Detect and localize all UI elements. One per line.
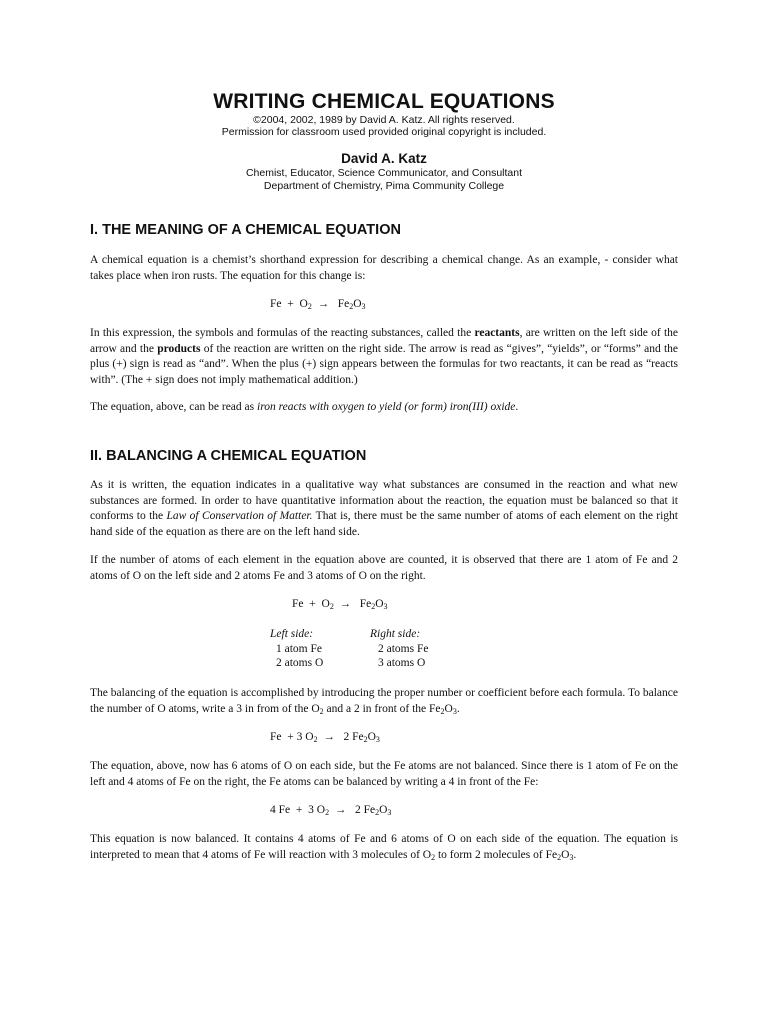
term-products: products (157, 342, 201, 355)
right-side-label: Right side: (370, 628, 421, 640)
document-title: WRITING CHEMICAL EQUATIONS (213, 90, 555, 113)
section-2-paragraph-5: This equation is now balanced. It contains 4 atoms of Fe and 6 atoms of O on each side of the equation. The equation is interpreted to mean that 4 atoms of Fe will reaction with 3 molecules of $O_2$ to form 2 molecules of $Fe_2O_3$. (90, 833, 678, 862)
equation-unbalanced-repeat: $Fe + O_2$ → $Fe_2O_3$ (292, 598, 388, 611)
left-side-o: 2 atoms O (276, 657, 324, 669)
permission-line: Permission for classroom used provided original copyright is included. (221, 126, 547, 138)
section-1-heading: I. THE MEANING OF A CHEMICAL EQUATION (90, 222, 401, 238)
section-2-heading: II. BALANCING A CHEMICAL EQUATION (90, 448, 367, 464)
left-side-fe: 1 atom Fe (276, 642, 322, 655)
section-2-paragraph-1: As it is written, the equation indicates in a qualitative way what substances are consumed in the reaction and what new substances are formed. In order to have quantitative information about the reaction, the equation must be balanced so that it conforms to the Law of Conservation of Matter. That is, there must be the same number of atoms of each element on the right hand side of the equation as there are on the left hand side. (90, 479, 679, 538)
section-2-paragraph-2: If the number of atoms of each element in the equation above are counted, it is observed that there are 1 atom of Fe and 2 atoms of O on the left side and 2 atoms Fe and 3 atoms of O on the right. (90, 554, 678, 582)
right-side-count (370, 627, 428, 671)
section-2-paragraph-3: The balancing of the equation is accomplished by introducing the proper number or coefficient before each formula. To balance the number of O atoms, write a 3 in from of the $O_2$ and a 2 in front of the $Fe_2O_3$. (90, 687, 678, 716)
author-affiliation: Department of Chemistry, Pima Community College (263, 180, 505, 192)
equation-balanced: 4 Fe + 3 $O_2$ → 2 $Fe_2O_3$ (270, 804, 392, 817)
section-1-paragraph-2: In this expression, the symbols and formulas of the reacting substances, called the reactants, are written on the left side of the arrow and the products of the reaction are written on the right side. The arrow is read as “gives”, “yields”, or “forms” and the plus (+) sign is read as “and”. When the plus (+) sign appears between the formulas for two reactants, it can be read as “reacts with”. (The + sign does not imply mathematical addition.) (90, 327, 678, 386)
right-side-o: 3 atoms O (378, 657, 426, 669)
section-1-paragraph-1: A chemical equation is a chemist’s shorthand expression for describing a chemical change. As an example, - consider what takes place when iron rusts. The equation for this change is: (90, 254, 678, 282)
author-name: David A. Katz (341, 151, 427, 166)
right-side-fe: 2 atoms Fe (378, 642, 429, 655)
author-role: Chemist, Educator, Science Communicator, and Consultant (245, 167, 523, 179)
left-side-count (270, 627, 323, 671)
term-reactants: reactants (474, 327, 520, 339)
copyright-line: ©2004, 2002, 1989 by David A. Katz. All rights reserved. (253, 114, 515, 126)
left-side-label: Left side: (270, 628, 314, 640)
section-1-paragraph-3: The equation, above, can be read as iron reacts with oxygen to yield (or form) iron(III) oxide. (90, 401, 519, 413)
equation-unbalanced: $Fe + O_2$ → $Fe_2O_3$ (270, 298, 366, 311)
equation-o-balanced: Fe + 3 $O_2$ → 2 $Fe_2O_3$ (270, 731, 380, 744)
section-2-paragraph-4: The equation, above, now has 6 atoms of O on each side, but the Fe atoms are not balanced. Since there is 1 atom of Fe on the left and 4 atoms of Fe on the right, the Fe atoms can be balanced by writing a 4 in front of the Fe: (90, 760, 678, 788)
